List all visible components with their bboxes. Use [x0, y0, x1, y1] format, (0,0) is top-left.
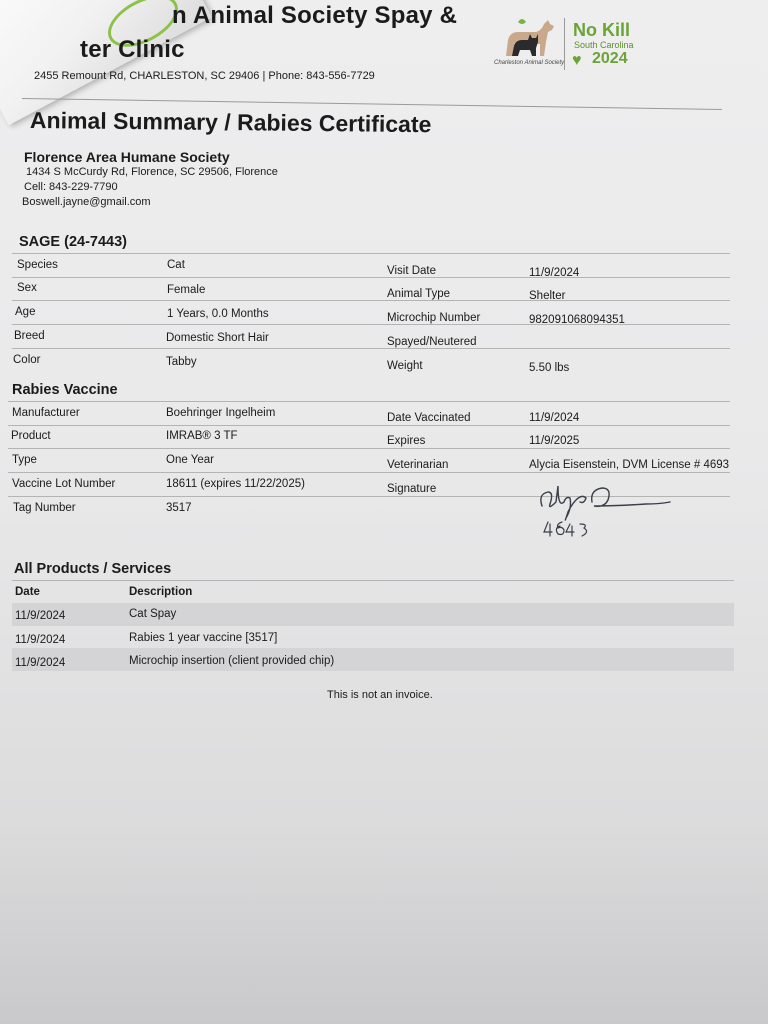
- field-value: Boehringer Ingelheim: [166, 407, 276, 419]
- clinic-name-line2: ter Clinic: [80, 36, 185, 63]
- products-header-row: [12, 580, 734, 604]
- field-label: Animal Type: [387, 288, 451, 300]
- row-date: 11/9/2024: [15, 657, 66, 669]
- row-description: Cat Spay: [129, 608, 177, 620]
- field-value: 3517: [166, 502, 192, 514]
- field-value: 1 Years, 0.0 Months: [167, 308, 269, 320]
- field-value: Cat: [167, 259, 185, 271]
- organization-name: Florence Area Humane Society: [24, 149, 230, 165]
- logo-divider: [564, 18, 565, 70]
- organization-block: [24, 150, 278, 210]
- field-label: Product: [11, 430, 51, 442]
- column-header-description: Description: [129, 586, 193, 598]
- field-value: 5.50 lbs: [529, 362, 570, 374]
- field-label: Visit Date: [387, 265, 437, 277]
- field-label: Breed: [14, 330, 45, 342]
- field-label: Sex: [17, 282, 37, 294]
- dog-cat-silhouette-icon: [498, 16, 560, 60]
- field-label: Vaccine Lot Number: [12, 478, 116, 490]
- logo-no-kill: No Kill: [573, 20, 630, 40]
- field-value: Domestic Short Hair: [166, 332, 269, 344]
- organization-email: Boswell.jayne@gmail.com: [22, 196, 151, 208]
- animal-heading: SAGE (24-7443): [19, 234, 127, 250]
- field-value: One Year: [166, 454, 214, 466]
- field-value: Shelter: [529, 290, 566, 302]
- products-heading: All Products / Services: [14, 561, 172, 577]
- logo-year: 2024: [592, 50, 628, 67]
- rabies-heading: Rabies Vaccine: [12, 382, 118, 398]
- field-label: Microchip Number: [387, 312, 481, 324]
- table-row: [12, 626, 734, 649]
- row-description: Rabies 1 year vaccine [3517]: [129, 632, 278, 644]
- logo-state: South Carolina: [574, 40, 634, 50]
- field-value: 11/9/2024: [529, 267, 580, 279]
- field-value: Tabby: [166, 356, 197, 368]
- heart-icon: ♥: [572, 52, 582, 69]
- field-value: Alycia Eisenstein, DVM License # 4693: [529, 459, 730, 471]
- field-label: Signature: [387, 483, 437, 495]
- veterinarian-signature: [536, 478, 676, 538]
- clinic-address: 2455 Remount Rd, CHARLESTON, SC 29406 | Phone: 843-556-7729: [34, 70, 375, 82]
- animal-row-2: [12, 277, 730, 301]
- animal-row-4: [12, 325, 730, 349]
- row-date: 11/9/2024: [15, 634, 66, 646]
- not-an-invoice-note: This is not an invoice.: [327, 689, 433, 701]
- logo-org-name: Charleston Animal Society: [494, 60, 565, 66]
- document-title: Animal Summary / Rabies Certificate: [29, 107, 432, 138]
- field-value: Female: [167, 284, 206, 296]
- field-label: Date Vaccinated: [387, 412, 471, 424]
- organization-address: 1434 S McCurdy Rd, Florence, SC 29506, Florence: [26, 166, 278, 178]
- field-label: Type: [12, 454, 37, 466]
- animal-row-5: [12, 349, 730, 372]
- field-value: 11/9/2024: [529, 412, 580, 424]
- field-label: Veterinarian: [387, 459, 449, 471]
- rabies-row-1: [8, 401, 730, 426]
- field-label: Tag Number: [13, 502, 76, 514]
- field-label: Manufacturer: [12, 407, 80, 419]
- row-description: Microchip insertion (client provided chip): [129, 655, 335, 667]
- field-label: Species: [17, 259, 58, 271]
- column-header-date: Date: [15, 586, 40, 598]
- animal-row-1: [12, 253, 730, 278]
- field-value: 982091068094351: [529, 314, 625, 326]
- rabies-row-3: [8, 449, 730, 473]
- field-label: Color: [13, 354, 41, 366]
- no-kill-logo: [494, 16, 644, 74]
- field-value: 11/9/2025: [529, 435, 580, 447]
- field-label: Weight: [387, 360, 423, 372]
- field-value: IMRAB® 3 TF: [166, 430, 238, 442]
- field-value: 18611 (expires 11/22/2025): [166, 478, 305, 490]
- rabies-row-2: [8, 425, 730, 449]
- row-date: 11/9/2024: [15, 610, 66, 622]
- field-label: Spayed/Neutered: [387, 336, 477, 348]
- clinic-name-line1: n Animal Society Spay &: [172, 2, 458, 29]
- field-label: Expires: [387, 435, 426, 447]
- table-row: [12, 648, 734, 671]
- table-row: [12, 603, 734, 626]
- field-label: Age: [15, 306, 36, 318]
- animal-row-3: [12, 301, 730, 325]
- organization-cell: Cell: 843-229-7790: [24, 181, 118, 193]
